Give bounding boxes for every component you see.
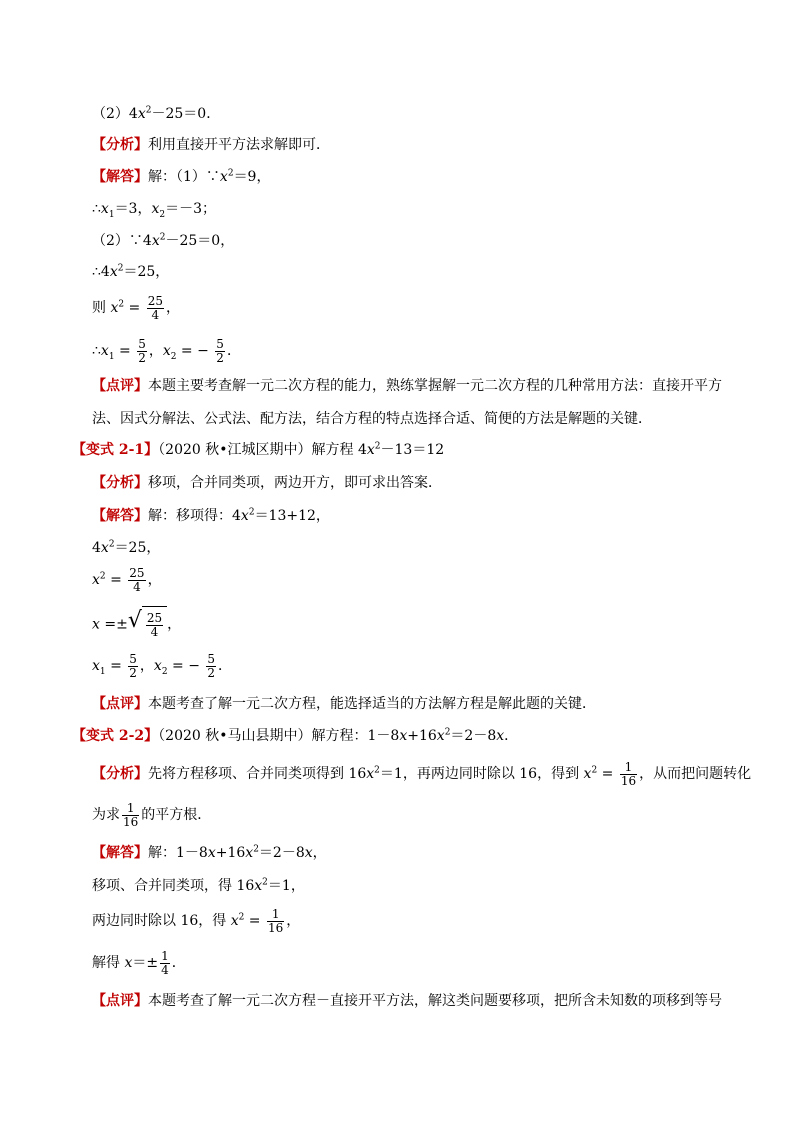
solution-3-line-3: 解得 x＝± $\frac{1}{4}$ ． (92, 948, 186, 977)
solution-line-4: 则 $x^2$ = $\frac{25}{4}$ ， (92, 293, 181, 322)
fraction: $\frac{5}{2}$ (138, 336, 146, 365)
answer-1: 【解答】解：$(1)\because x^2=9$， (92, 168, 271, 185)
fraction: $\frac{1}{4}$ (161, 948, 169, 977)
comment-3: 【点评】本题考查了解一元二次方程－直接开平方法，解这类问题要移项，把所含未知数的项移到等号 (92, 993, 722, 1009)
fraction: $\frac{25}{4}$ (147, 293, 164, 322)
solution-3-line-2: 两边同时除以 16，得 $x^2$ = $\frac{1}{16}$ ， (92, 906, 301, 935)
answer-2: 【解答】解：移项得：$4x^2=13+12$， (92, 507, 330, 524)
fraction: $\frac{1}{16}$ (620, 759, 637, 788)
comment-1-line-2: 法、因式分解法、公式法、配方法，结合方程的特点选择合适、简便的方法是解题的关键． (92, 411, 652, 427)
solution-line-5: $\therefore x_1$ = $\frac{5}{2}$ ，$x_2$ = − $\frac{5}{2}$ ． (92, 336, 241, 365)
analysis-2: 【分析】移项，合并同类项，两边开方，即可求出答案． (92, 475, 442, 491)
square-root: √ $\frac{25}{4}$ (128, 606, 167, 643)
answer-tag: 【解答】 (92, 169, 148, 185)
solution-2-line-1: $4x^2=25$， (92, 539, 161, 556)
comment-1-line-1: 【点评】本题主要考查解一元二次方程的能力，熟练掌握解一元二次方程的几种常用方法：直接开平方 (92, 378, 722, 394)
answer-3: 【解答】解：$1-8x+16x^2=2-8x$， (92, 844, 327, 861)
fraction: $\frac{5}{2}$ (216, 336, 224, 365)
problem-2: $(2)4x^2-25=0$． (92, 105, 221, 122)
solution-line-2: $(2)\because 4x^2-25=0$， (92, 232, 235, 249)
analysis-3-line-2: 为求 $\frac{1}{16}$ 的平方根． (92, 800, 212, 829)
variant-tag: 【变式 2-1】 (72, 442, 159, 458)
solution-3-line-1: 移项、合并同类项，得 $16x^2=1$， (92, 877, 305, 894)
comment-2: 【点评】本题考查了解一元二次方程，能选择适当的方法解方程是解此题的关键． (92, 696, 596, 712)
solution-line-1: $\therefore x_1=3$，$x_2=-3$； (92, 201, 217, 220)
variant-tag: 【变式 2-2】 (72, 728, 159, 744)
comment-tag: 【点评】 (92, 378, 148, 394)
solution-2-line-2: $x^2$ = $\frac{25}{4}$ ， (92, 565, 162, 594)
fraction: $\frac{1}{16}$ (123, 800, 139, 829)
solution-2-line-4: $x_1$ = $\frac{5}{2}$ ，$x_2$ = − $\frac{5}{2}$ ． (92, 651, 233, 680)
solution-line-3: $\therefore 4x^2=25$， (92, 263, 170, 280)
variant-2-1-heading: 【变式 2-1】（2020 秋•江城区期中）解方程 $4x^2-13=12$ (72, 441, 445, 458)
variant-2-2-heading: 【变式 2-2】（2020 秋•马山县期中）解方程：$1-8x+16x^2=2-8x$． (72, 727, 519, 744)
fraction: $\frac{1}{16}$ (268, 906, 284, 935)
fraction: $\frac{5}{2}$ (129, 651, 137, 680)
fraction: $\frac{25}{4}$ (129, 565, 145, 594)
solution-2-line-3: x =± √ $\frac{25}{4}$ ， (92, 606, 181, 643)
analysis-3-line-1: 【分析】先将方程移项、合并同类项得到 $16x^2=1$，再两边同时除以 16，得到 $x^2$ = $\frac{1}{16}$ ，从而把问题转化 (92, 759, 752, 788)
analysis-tag: 【分析】 (92, 137, 148, 153)
analysis-1: 【分析】利用直接开平方法求解即可． (92, 137, 330, 153)
fraction: $\frac{5}{2}$ (207, 651, 216, 680)
